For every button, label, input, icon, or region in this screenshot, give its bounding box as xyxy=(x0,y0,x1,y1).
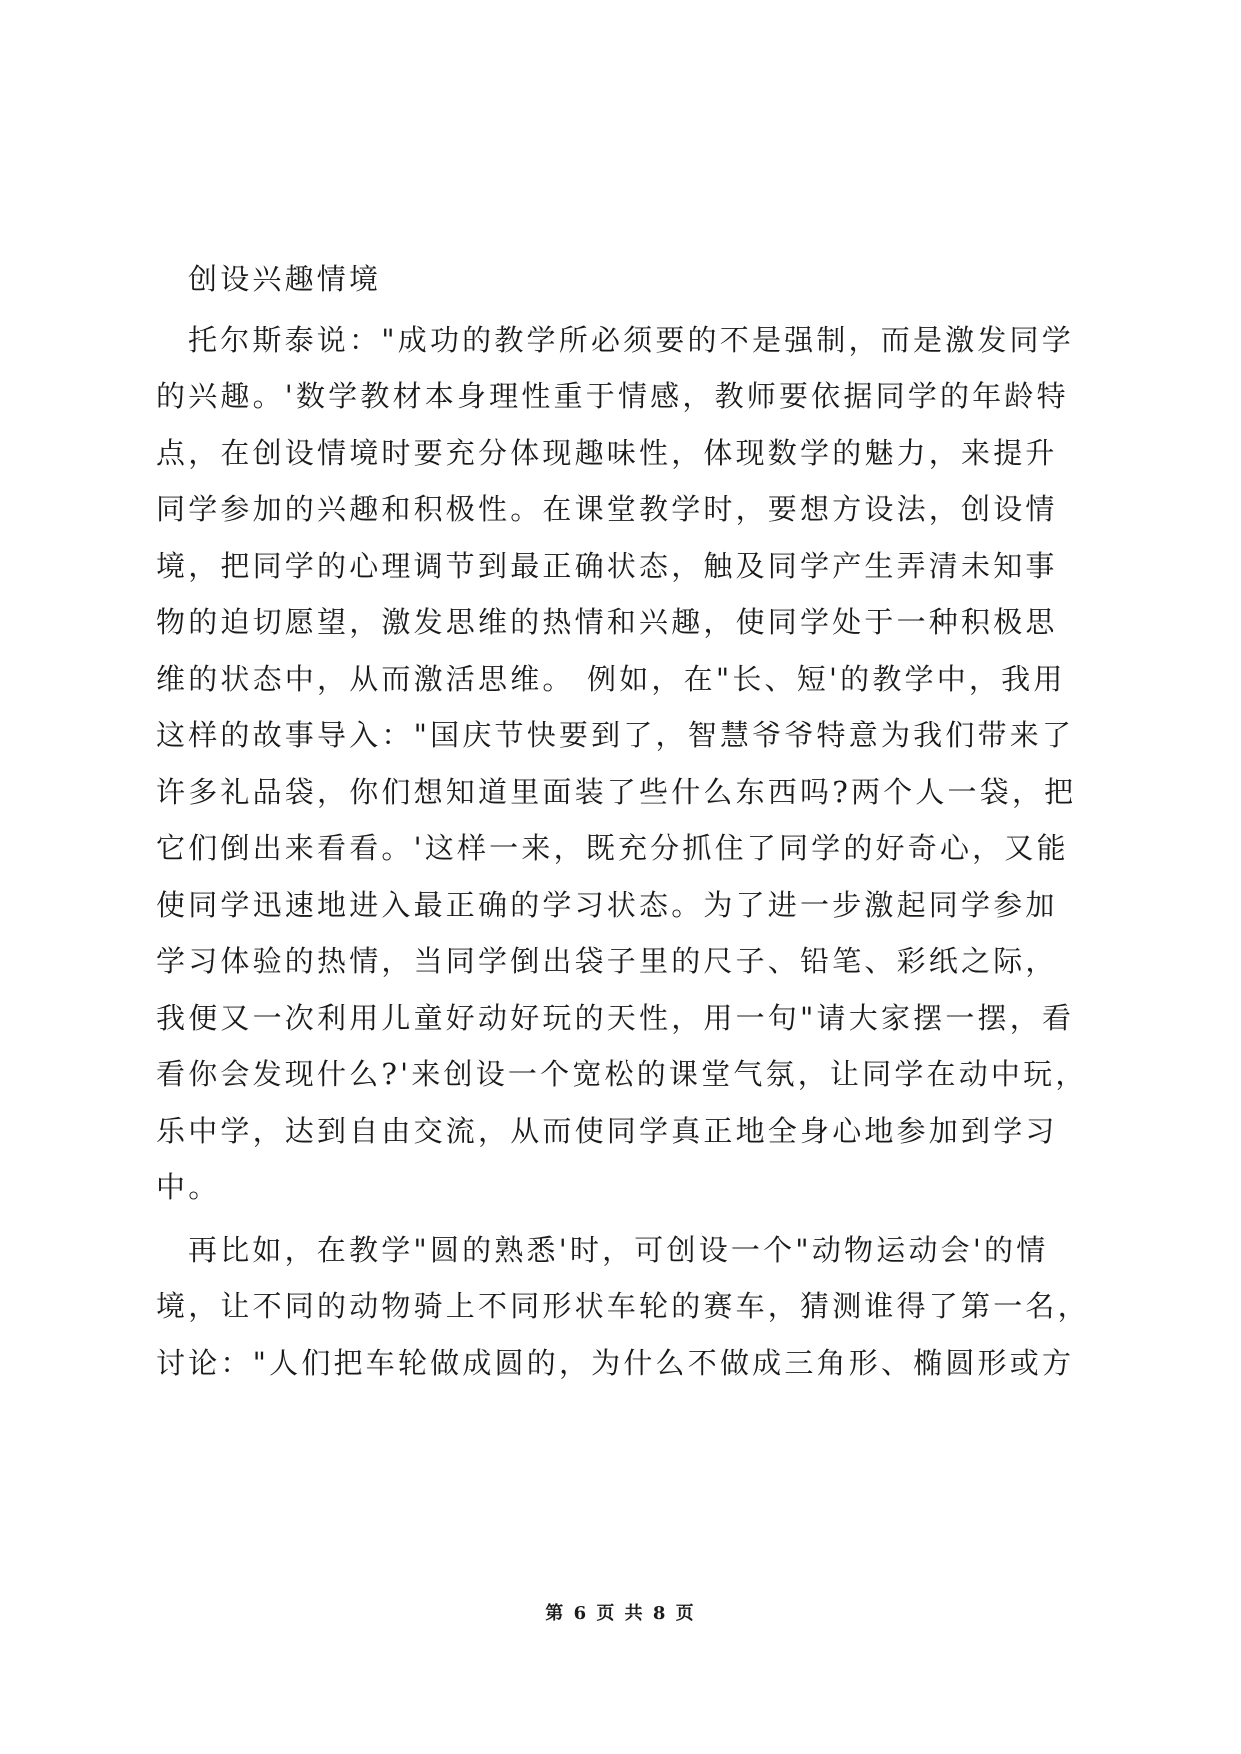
paragraph-line: 使同学迅速地进入最正确的学习状态。为了进一步激起同学参加 xyxy=(156,887,1058,922)
paragraph-line: 许多礼品袋，你们想知道里面装了些什么东西吗?两个人一袋，把 xyxy=(156,774,1077,809)
paragraph-line: 乐中学，达到自由交流，从而使同学真正地全身心地参加到学习 xyxy=(156,1113,1058,1148)
paragraph-line: 托尔斯泰说："成功的教学所必须要的不是强制，而是激发同学 xyxy=(188,322,1074,357)
page-number-footer: 第 6 页 共 8 页 xyxy=(545,1603,696,1624)
paragraph-line: 物的迫切愿望，激发思维的热情和兴趣，使同学处于一种积极思 xyxy=(156,605,1058,639)
paragraph-line: 的兴趣。'数学教材本身理性重于情感，教师要依据同学的年龄特 xyxy=(156,379,1069,413)
document-body xyxy=(156,251,1102,1391)
paragraph-line: 这样的故事导入："国庆节快要到了，智慧爷爷特意为我们带来了 xyxy=(156,718,1075,752)
paragraph-line: 境，把同学的心理调节到最正确状态，触及同学产生弄清未知事 xyxy=(156,548,1058,583)
paragraph-line: 学习体验的热情，当同学倒出袋子里的尺子、铅笔、彩纸之际， xyxy=(156,944,1058,978)
paragraph-2 xyxy=(156,1222,1102,1392)
paragraph-line: 它们倒出来看看。'这样一来，既充分抓住了同学的好奇心，又能 xyxy=(156,831,1069,865)
paragraph-line: 看你会发现什么?'来创设一个宽松的课堂气氛，让同学在动中玩， xyxy=(156,1057,1088,1091)
paragraph-line: 点，在创设情境时要充分体现趣味性，体现数学的魅力，来提升 xyxy=(156,435,1058,470)
paragraph-1 xyxy=(156,312,1102,1216)
paragraph-line: 同学参加的兴趣和积极性。在课堂教学时，要想方设法，创设情 xyxy=(156,492,1058,526)
paragraph-line: 境，让不同的动物骑上不同形状车轮的赛车，猜测谁得了第一名， xyxy=(156,1289,1090,1323)
paragraph-line: 再比如，在教学"圆的熟悉'时，可创设一个"动物运动会'的情 xyxy=(188,1232,1049,1267)
paragraph-line: 维的状态中，从而激活思维。 例如，在"长、短'的教学中，我用 xyxy=(156,661,1066,696)
section-heading: 创设兴趣情境 xyxy=(188,262,382,296)
paragraph-line: 我便又一次利用儿童好动好玩的天性，用一句"请大家摆一摆，看 xyxy=(156,1000,1075,1035)
paragraph-line: 中。 xyxy=(156,1170,221,1204)
paragraph-line: 讨论："人们把车轮做成圆的，为什么不做成三角形、椭圆形或方 xyxy=(156,1345,1075,1380)
